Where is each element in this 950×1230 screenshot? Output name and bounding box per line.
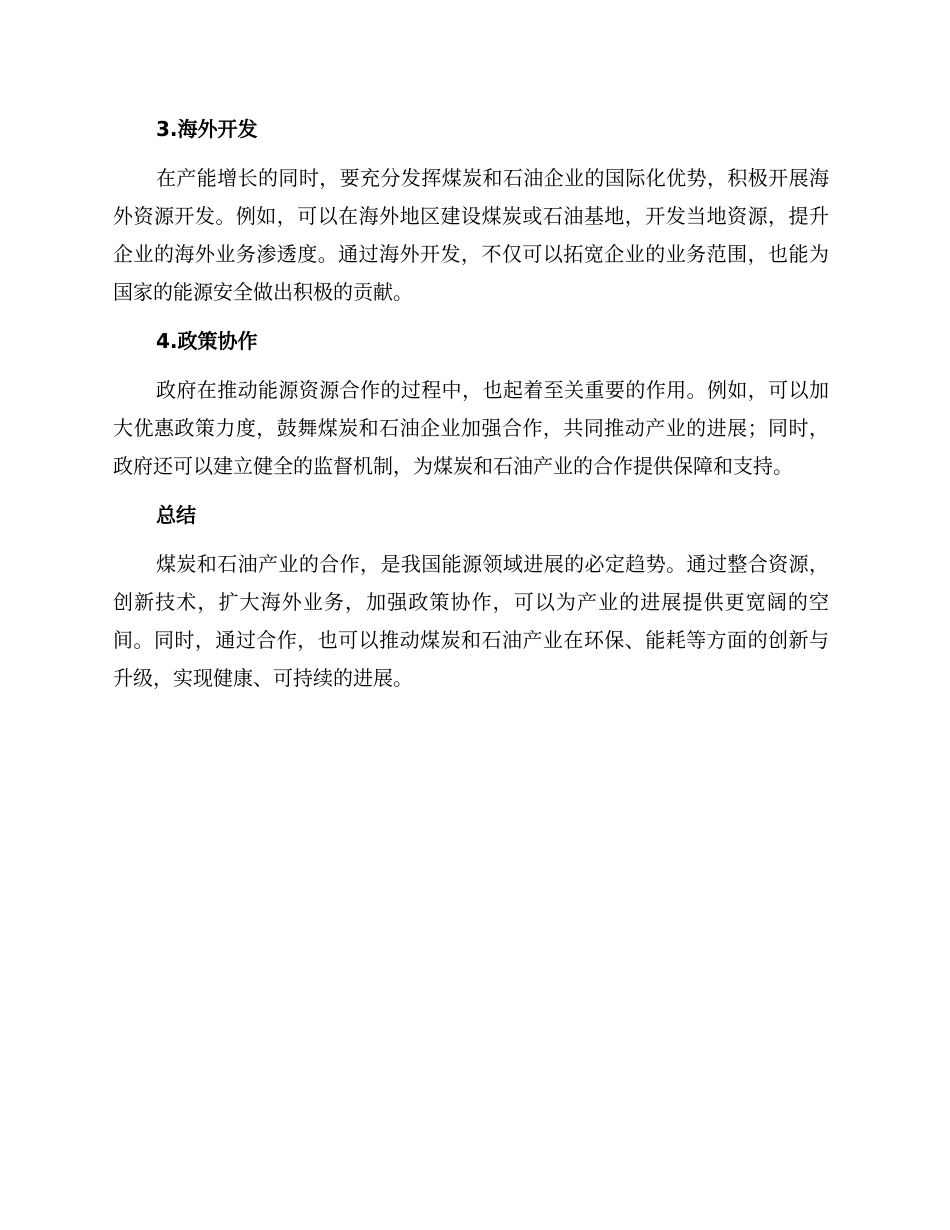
section-body-summary: 煤炭和石油产业的合作，是我国能源领域进展的必定趋势。通过整合资源，创新技术，扩大海外业务，加强政策协作，可以为产业的进展提供更宽阔的空间。同时，通过合作，也可以推动煤炭和石油产业在环保、能耗等方面的创新与升级，实现健康、可持续的进展。 [113,552,829,690]
section-heading-policy-coordination: 4.政策协作 [156,329,258,353]
section-body-overseas-development: 在产能增长的同时，要充分发挥煤炭和石油企业的国际化优势，积极开展海外资源开发。例如，可以在海外地区建设煤炭或石油基地，开发当地资源，提升企业的海外业务渗透度。通过海外开发，不仅可以拓宽企业的业务范围，也能为国家的能源安全做出积极的贡献。 [113,166,829,304]
section-body-policy-coordination: 政府在推动能源资源合作的过程中，也起着至关重要的作用。例如，可以加大优惠政策力度，鼓舞煤炭和石油企业加强合作，共同推动产业的进展；同时，政府还可以建立健全的监督机制，为煤炭和石油产业的合作提供保障和支持。 [113,378,829,478]
section-heading-overseas-development: 3.海外开发 [156,117,258,141]
document-content [113,113,829,711]
section-heading-summary: 总结 [156,503,196,527]
